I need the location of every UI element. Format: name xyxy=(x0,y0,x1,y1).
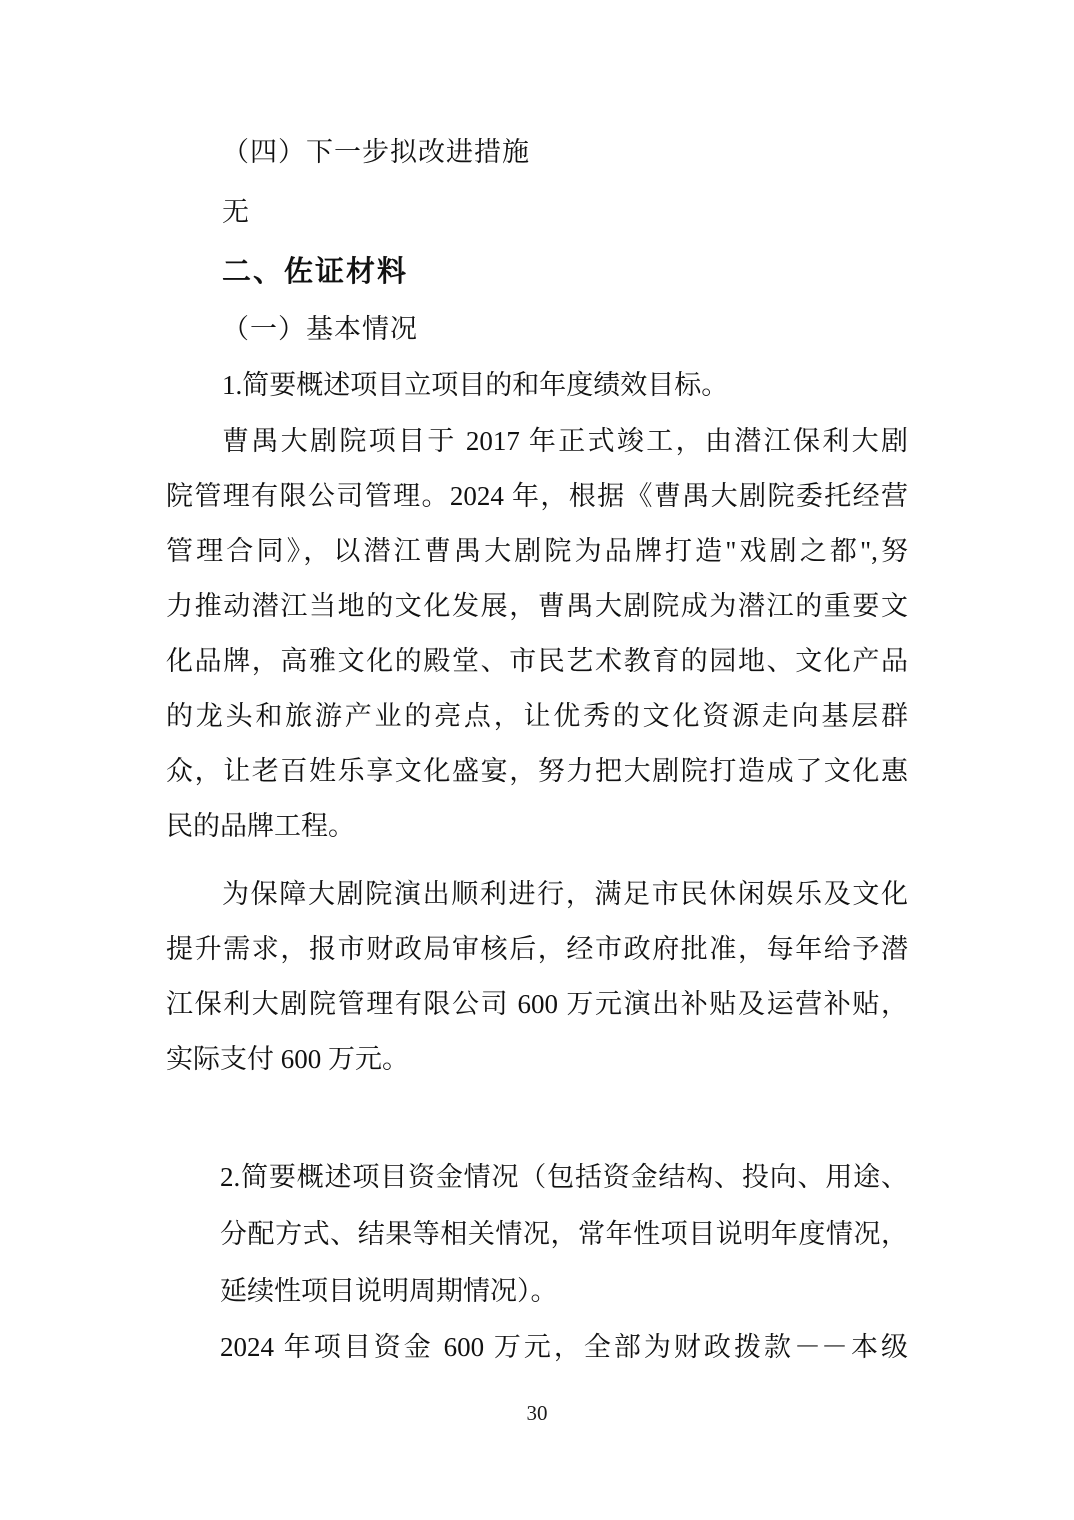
paragraph-line: 的龙头和旅游产业的亮点，让优秀的文化资源走向基层群 xyxy=(166,701,908,731)
paragraph-line: 2.简要概述项目资金情况（包括资金结构、投向、用途、 xyxy=(220,1162,908,1192)
paragraph-line: 江保利大剧院管理有限公司 600 万元演出补贴及运营补贴， xyxy=(166,989,908,1019)
paragraph-2 xyxy=(166,867,908,1087)
paragraph-line: 实际支付 600 万元。 xyxy=(166,1044,409,1074)
item-2-heading xyxy=(220,1149,908,1320)
subsection-heading: （一）基本情况 xyxy=(222,314,418,344)
paragraph-line: 曹禺大剧院项目于 2017 年正式竣工，由潜江保利大剧 xyxy=(222,426,908,456)
paragraph-line: 为保障大剧院演出顺利进行，满足市民休闲娱乐及文化 xyxy=(222,879,908,909)
paragraph-line: 提升需求，报市财政局审核后，经市政府批准，每年给予潜 xyxy=(166,934,908,964)
paragraph-line: 众，让老百姓乐享文化盛宴，努力把大剧院打造成了文化惠 xyxy=(166,756,908,786)
paragraph-3 xyxy=(220,1319,908,1376)
heading-level4: （四）下一步拟改进措施 xyxy=(222,137,530,167)
paragraph-line: 力推动潜江当地的文化发展，曹禺大剧院成为潜江的重要文 xyxy=(166,591,908,621)
paragraph-line: 2024 年项目资金 600 万元，全部为财政拨款－－本级 xyxy=(220,1332,908,1362)
none-text: 无 xyxy=(222,197,249,227)
document-body xyxy=(166,125,908,1376)
section-heading: 二、佐证材料 xyxy=(222,256,409,288)
paragraph-line: 化品牌，高雅文化的殿堂、市民艺术教育的园地、文化产品 xyxy=(166,646,908,676)
paragraph-line: 院管理有限公司管理。2024 年，根据《曹禺大剧院委托经营 xyxy=(166,481,908,511)
item-1-heading: 1.简要概述项目立项目的和年度绩效目标。 xyxy=(222,370,729,400)
paragraph-line: 民的品牌工程。 xyxy=(166,811,355,841)
paragraph-line: 分配方式、结果等相关情况，常年性项目说明年度情况， xyxy=(220,1219,908,1249)
paragraph-line: 管理合同》，以潜江曹禺大剧院为品牌打造"戏剧之都",努 xyxy=(166,536,908,566)
paragraph-1 xyxy=(166,414,908,854)
page-number: 30 xyxy=(526,1401,548,1425)
paragraph-line: 延续性项目说明周期情况）。 xyxy=(220,1276,558,1306)
